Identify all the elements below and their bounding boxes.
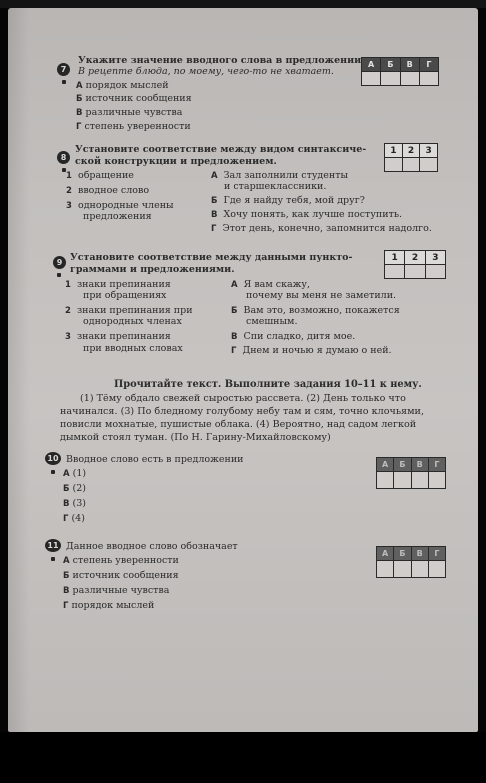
passage-line: дымкой стоял туман. (По Н. Гарину-Михайловскому) [60,432,331,443]
q8-answer-grid [384,143,438,172]
q9-left-3-cont: при вводных словах [83,343,183,354]
q7-marker [62,80,66,84]
q9-grid-header: 2 [405,251,425,264]
q10-answer-cell[interactable] [429,472,445,488]
q11-grid-header: Б [394,547,411,560]
q9-right-d: Г Днем и ночью я думаю о ней. [231,345,392,356]
q10-answer-cell[interactable] [412,472,429,488]
q10-option-c: В (3) [63,498,86,509]
q9-number: 9 [53,256,66,269]
q11-grid-header: В [412,547,429,560]
q7-number: 7 [57,63,70,76]
q7-option-c: В различные чувства [76,107,183,118]
q10-number: 10 [45,452,61,465]
q10-marker [51,470,55,474]
q10-title: Вводное слово есть в предложении [66,454,244,465]
q8-title-line2: ской конструкции и предложением. [75,156,277,167]
q10-grid-header: В [412,458,429,471]
q9-left-1-cont: при обращениях [83,290,167,301]
q7-title: Укажите значение вводного слова в предложении [78,55,362,66]
q9-left-2-cont: однородных членах [83,316,182,327]
q8-left-3-cont: предложения [83,211,152,222]
q11-answer-cell[interactable] [412,561,429,577]
q9-left-2: 2 знаки препинания при [65,305,193,316]
q8-right-d: Г Этот день, конечно, запомнится надолго. [211,223,432,234]
q7-option-a: А порядок мыслей [76,80,169,91]
q7-grid-header: В [401,58,420,71]
q11-option-c: В различные чувства [63,585,170,596]
textbook-page [8,8,478,732]
q9-right-a-cont: почему вы меня не заметили. [246,290,397,301]
q9-answer-grid [384,250,446,279]
passage-line: (1) Тёму обдало свежей сыростью рассвета. (2) День только что [80,393,406,404]
q7-answer-cell[interactable] [420,72,438,85]
q8-left-3: 3 однородные члены [66,200,174,211]
q10-option-a: А (1) [63,468,87,479]
q9-left-1: 1 знаки препинания [65,279,171,290]
q7-option-b: Б источник сообщения [76,93,192,104]
q7-grid-header: Г [420,58,438,71]
q8-answer-cell[interactable] [385,158,403,171]
q8-grid-header: 1 [385,144,403,157]
q8-title-line1: Установите соответствие между видом синтаксиче- [75,144,367,155]
passage-line: начинался. (3) По бледному голубому небу там и сям, точно клочьями, [60,406,424,417]
bottom-black-area [0,732,486,783]
q10-answer-cell[interactable] [377,472,394,488]
q7-answer-cell[interactable] [381,72,400,85]
passage-line: повисли мохнатые, пушистые облака. (4) Вероятно, над садом легкой [60,419,417,430]
q11-answer-cell[interactable] [394,561,411,577]
q10-option-d: Г (4) [63,513,85,524]
q7-answer-cell[interactable] [401,72,420,85]
q8-answer-cell[interactable] [403,158,421,171]
q8-left-1: 1 обращение [66,170,134,181]
q11-answer-cell[interactable] [377,561,394,577]
q8-right-a: А Зал заполнили студенты [211,170,349,181]
q9-answer-cell[interactable] [385,265,405,278]
q10-grid-header: Б [394,458,411,471]
q11-grid-header: Г [429,547,445,560]
q8-right-c: В Хочу понять, как лучше поступить. [211,209,403,220]
q11-option-a: А степень уверенности [63,555,179,566]
q11-option-d: Г порядок мыслей [63,600,155,611]
q8-grid-header: 2 [403,144,421,157]
q8-right-a-cont: и старшеклассники. [224,181,327,192]
q7-grid-header: Б [381,58,400,71]
top-bar [0,0,486,8]
q9-marker [57,273,61,277]
q9-answer-cell[interactable] [426,265,445,278]
passage-heading: Прочитайте текст. Выполните задания 10–11 к нему. [114,379,422,390]
q9-answer-cell[interactable] [405,265,425,278]
q11-grid-header: А [377,547,394,560]
q9-title-line1: Установите соответствие между данными пункто- [70,252,353,263]
q10-answer-grid [376,457,446,489]
q11-answer-grid [376,546,446,578]
q10-option-b: Б (2) [63,483,86,494]
q8-right-b: Б Где я найду тебя, мой друг? [211,195,365,206]
q11-option-b: Б источник сообщения [63,570,179,581]
q8-grid-header: 3 [420,144,437,157]
q7-option-d: Г степень уверенности [76,121,191,132]
q10-grid-header: Г [429,458,445,471]
q9-grid-header: 1 [385,251,405,264]
q10-grid-header: А [377,458,394,471]
q11-answer-cell[interactable] [429,561,445,577]
q7-sentence: В рецепте блюда, по моему, чего-то не хватает. [78,66,334,77]
q8-left-2: 2 вводное слово [66,185,150,196]
q9-right-c: В Спи сладко, дитя мое. [231,331,356,342]
q11-title: Данное вводное слово обозначает [66,541,238,552]
q9-right-b: Б Вам это, возможно, покажется [231,305,400,316]
q9-grid-header: 3 [426,251,445,264]
q11-marker [51,557,55,561]
q10-answer-cell[interactable] [394,472,411,488]
q9-right-b-cont: смешным. [246,316,298,327]
page-shadow [8,8,30,732]
q8-number: 8 [57,151,70,164]
q9-title-line2: граммами и предложениями. [70,264,235,275]
q11-number: 11 [45,539,61,552]
q7-grid-header: А [362,58,381,71]
q7-answer-cell[interactable] [362,72,381,85]
q9-left-3: 3 знаки препинания [65,331,171,342]
q9-right-a: А Я вам скажу, [231,279,311,290]
q8-answer-cell[interactable] [420,158,437,171]
q7-answer-grid [361,57,439,86]
